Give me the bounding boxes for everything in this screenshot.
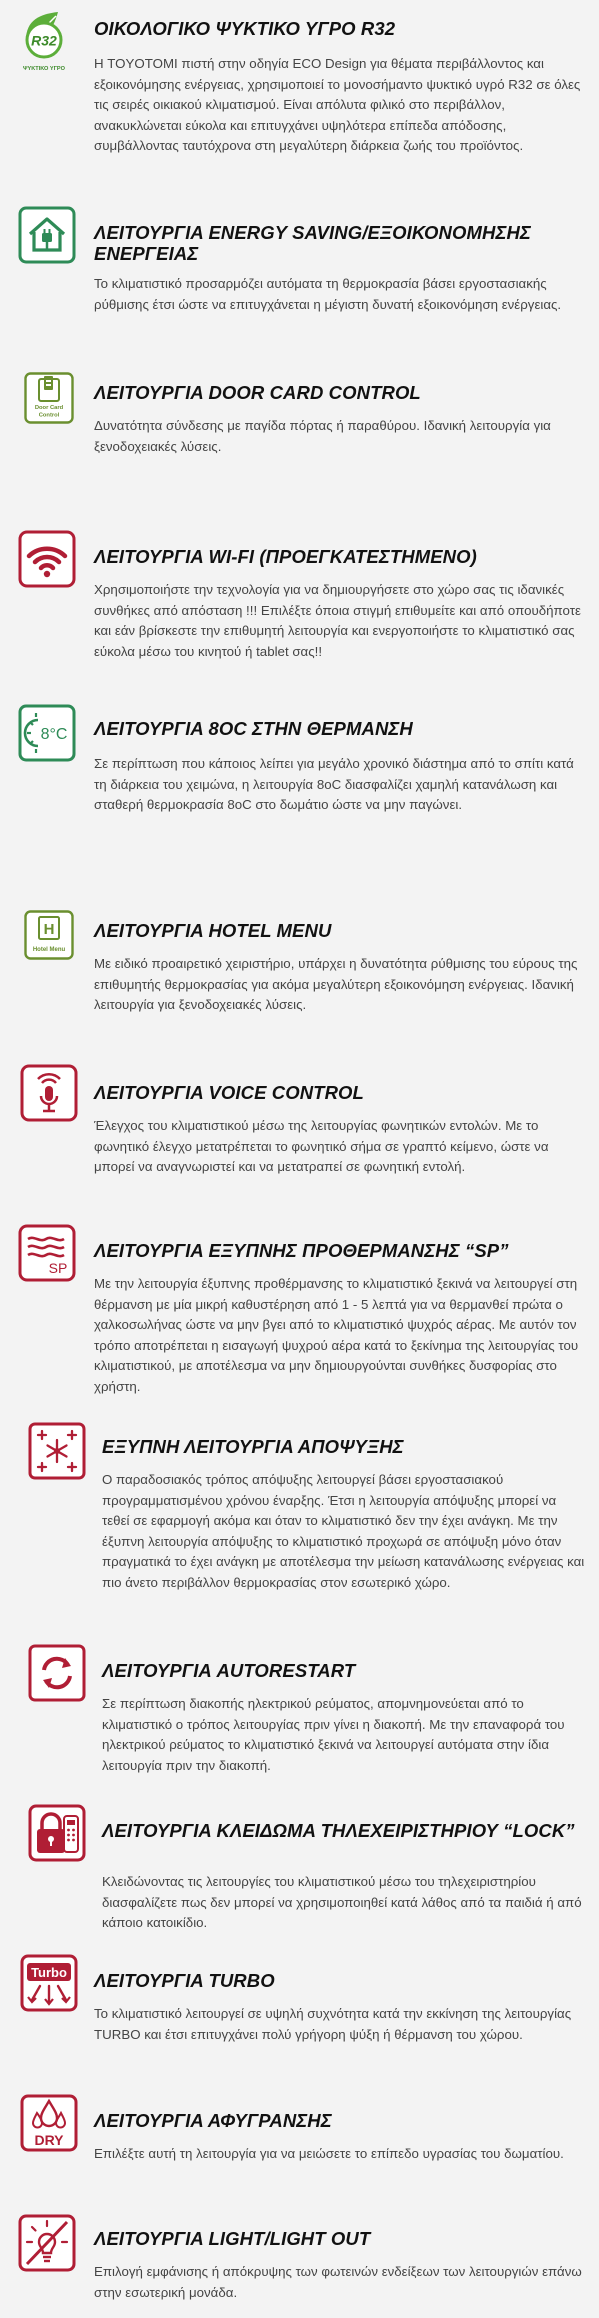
heat-8c-icon-label: 8°C <box>40 726 68 743</box>
r32-refrigerant-icon <box>18 10 70 76</box>
dry-icon <box>20 2094 78 2152</box>
feature-description: Με την λειτουργία έξυπνης προθέρμανσης το κλιματιστικό ξεκινά να λειτουργεί στη θέρμανση με μία μικρή καθυστέρηση από 1 - 5 λεπτά για να θερμανθεί πρώτα ο χαλκοσωλήνας ώστε να μην βγει από το κλιματιστικό ψυχρός αέρας. Με αυτόν τον τρόπο αποτρέπεται η εισαγωγή ψυχρού αέρα κατά το ξεκίνημα της λειτουργίας του κλιματιστικού, με αποτέλεσμα να μην δημιουργούνται συνθήκες δυσφορίας στο χρήστη. <box>94 1276 579 1394</box>
r32-icon-label: R32 <box>31 32 57 49</box>
feature-description: Επιλέξτε αυτή τη λειτουργία για να μειώσετε το επίπεδο υγρασίας του δωματίου. <box>94 2146 564 2161</box>
hotel-menu-icon <box>24 910 74 960</box>
remote-lock-icon <box>28 1804 86 1862</box>
feature-description: Ο παραδοσιακός τρόπος απόψυξης λειτουργεί βάσει εργοστασιακού προγραμματισμένου χρόνου έναρξης. Έτσι η λειτουργία απόψυξης μπορεί να τεθεί σε εφαρμογή ακόμα και όταν το κλιματιστικό δεν την έχει ανάγκη. Με την έξυπνη λειτουργία απόψυξης το κλιματιστικό προχωρά σε απόψυξη μόνο όταν πραγματικά το έχει ανάγκη με αποτέλεσμα την μείωση κατανάλωσης ενέργειας και πιο άνετο περιβάλλον θερμοκρασίας στον εσωτερικό χώρο. <box>102 1472 585 1590</box>
feature-title: ΛΕΙΤΟΥΡΓΙΑ ΚΛΕΙΔΩΜΑ ΤΗΛΕΧΕΙΡΙΣΤΗΡΙΟΥ “LOCK” <box>102 1820 575 1841</box>
feature-description: Επιλογή εμφάνισης ή απόκρυψης των φωτεινών ενδείξεων των λειτουργιών επάνω στην εσωτερική μονάδα. <box>94 2264 582 2300</box>
feature-title: ΛΕΙΤΟΥΡΓΙΑ VOICE CONTROL <box>94 1082 364 1103</box>
svg-text:Door Card: Door Card <box>34 405 64 411</box>
light-out-icon <box>18 2214 76 2272</box>
feature-description: Χρησιμοποιήστε την τεχνολογία για να δημιουργήσετε στο χώρο σας τις ιδανικές συνθήκες από απόσταση !!! Επιλέξτε όποια στιγμή επιθυμείτε και από οπουδήποτε και εάν βρίσκεστε την επιθυμητή λειτουργία και ενεργοποιήστε το κλιματιστικό σας εύκολα μέσω του κινητού ή tablet σας!! <box>94 582 581 659</box>
turbo-icon <box>20 1954 78 2012</box>
feature-description: Σε περίπτωση που κάποιος λείπει για μεγάλο χρονικό διάστημα από το σπίτι κατά τη διάρκεια του χειμώνα, η λειτουργία 8οC διασφαλίζει χαμηλή κατανάλωση και σταθερή θερμοκρασία 8οC στο δωμάτιο ώστε να μην παγώνει. <box>94 756 574 812</box>
feature-title: ΛΕΙΤΟΥΡΓΙΑ DOOR CARD CONTROL <box>94 382 421 403</box>
feature-description: Η TOYOTOMI πιστή στην οδηγία ECO Design για θέματα περιβάλλοντος και εξοικονόμησης ενέργειας, χρησιμοποιεί το μονοσήμαντο ψυκτικό υγρό R32 σε όλες τις σειρές οικιακού κλιματισμού. Είναι απόλυτα φιλικό στο περιβάλλον, ανακυκλώνεται εύκολα και επιτυγχάνει υψηλότερα επίπεδα απόδοσης, συμβάλλοντας ταυτόχρονα στη μεγαλύτερη διάρκεια ζωής του προϊόντος. <box>94 56 581 153</box>
r32-icon-sublabel: ΨΥΚΤΙΚΟ ΥΓΡΟ <box>22 66 66 72</box>
hotel-menu-icon-letter: H <box>43 921 55 938</box>
feature-title: ΛΕΙΤΟΥΡΓΙΑ TURBO <box>94 1970 275 1991</box>
feature-description: Δυνατότητα σύνδεσης με παγίδα πόρτας ή παραθύρου. Ιδανική λειτουργία για ξενοδοχειακές λύσεις. <box>94 418 551 454</box>
heat-8c-icon <box>18 704 76 762</box>
feature-description: Έλεγχος του κλιματιστικού μέσω της λειτουργίας φωνητικών εντολών. Με το φωνητικό έλεγχο μετατρέπεται το φωνητικό σήμα σε γραπτό κείμενο, ώστε να μπορεί να αναγνωριστεί και να μετατραπεί σε φωνητική εντολή. <box>94 1118 549 1174</box>
feature-title: ΛΕΙΤΟΥΡΓΙΑ 8ΟC ΣΤΗΝ ΘΕΡΜΑΝΣΗ <box>94 718 413 739</box>
hotel-menu-icon-label: Hotel Menu <box>32 947 66 953</box>
feature-description: Το κλιματιστικό προσαρμόζει αυτόματα τη θερμοκρασία βάσει εργοστασιακής ρύθμισης έτσι ώστε να επιτυγχάνεται η μέγιστη δυνατή εξοικονόμηση ενέργειας. <box>94 276 562 312</box>
svg-text:Control: Control <box>38 412 60 419</box>
feature-title: ΕΞΥΠΝΗ ΛΕΙΤΟΥΡΓΙΑ ΑΠΟΨΥΞΗΣ <box>102 1436 404 1457</box>
turbo-icon-label: Turbo <box>31 1965 67 1980</box>
feature-title: ΛΕΙΤΟΥΡΓΙΑ LIGHT/LIGHT OUT <box>94 2228 371 2249</box>
door-card-icon <box>24 372 74 424</box>
feature-description: Με ειδικό προαιρετικό χειριστήριο, υπάρχει η δυνατότητα ρύθμισης του εύρους της επιθυμητής θερμοκρασίας για ακόμα μεγαλύτερη εξοικονόμηση ενέργειας. Ιδανική λειτουργία για ξενοδοχειακές λύσεις. <box>94 956 578 1012</box>
energy-saving-house-icon <box>18 206 76 264</box>
feature-title: ΟΙΚΟΛΟΓΙΚΟ ΨΥΚΤΙΚΟ ΥΓΡΟ R32 <box>94 18 396 39</box>
feature-title: ΛΕΙΤΟΥΡΓΙΑ HOTEL MENU <box>94 920 332 941</box>
wifi-icon <box>18 530 76 588</box>
dry-icon-label: DRY <box>34 2132 64 2148</box>
feature-title: ΛΕΙΤΟΥΡΓΙΑ AUTORESTART <box>102 1660 356 1681</box>
smart-defrost-icon <box>28 1422 86 1480</box>
feature-description: Κλειδώνοντας τις λειτουργίες του κλιματιστικού μέσω του τηλεχειριστηρίου διασφαλίζετε πως δεν μπορεί να χρησιμοποιηθεί κατά λάθος από τα παιδιά ή από κάποιο κατοικίδιο. <box>102 1874 582 1930</box>
feature-description: Σε περίπτωση διακοπής ηλεκτρικού ρεύματος, απομνημονεύεται από το κλιματιστικό ο τρόπος λειτουργίας πριν γίνει η διακοπή. Με την επαναφορά του ηλεκτρικού ρεύματος το κλιματιστικό ξεκινά να λειτουργεί αυτόματα στην ίδια λειτουργία πριν την διακοπή. <box>102 1696 565 1773</box>
feature-description: Το κλιματιστικό λειτουργεί σε υψηλή συχνότητα κατά την εκκίνηση της λειτουργίας TURBO και έτσι επιτυγχάνει πολύ γρήγορη ψύξη ή θέρμανση του χώρου. <box>94 2006 572 2042</box>
voice-control-icon <box>20 1064 78 1122</box>
feature-title: ΛΕΙΤΟΥΡΓΙΑ WI-FI (ΠΡΟΕΓΚΑΤΕΣΤΗΜΕΝΟ) <box>94 546 477 567</box>
feature-title: ΛΕΙΤΟΥΡΓΙΑ ENERGY SAVING/ΕΞΟΙΚΟΝΟΜΗΣΗΣ ΕΝΕΡΓΕΙΑΣ <box>94 222 531 264</box>
sp-icon-label: SP <box>48 1260 68 1276</box>
smart-preheat-sp-icon <box>18 1224 76 1282</box>
feature-title: ΛΕΙΤΟΥΡΓΙΑ ΕΞΥΠΝΗΣ ΠΡΟΘΕΡΜΑΝΣΗΣ “SP” <box>94 1240 509 1261</box>
feature-title: ΛΕΙΤΟΥΡΓΙΑ ΑΦΥΓΡΑΝΣΗΣ <box>94 2110 332 2131</box>
autorestart-icon <box>28 1644 86 1702</box>
